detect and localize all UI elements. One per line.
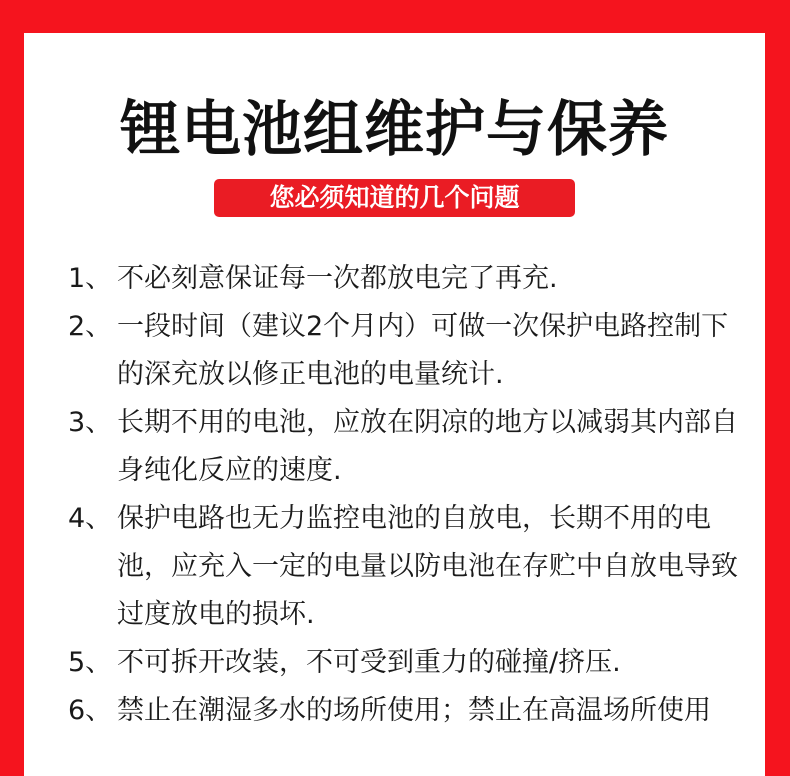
list-item <box>68 639 748 687</box>
list-item-text: 不必刻意保证每一次都放电完了再充. <box>117 263 558 294</box>
list-item <box>68 255 748 303</box>
tips-list <box>68 255 748 735</box>
list-item-number: 1、 <box>68 263 113 294</box>
list-item-text: 禁止在潮湿多水的场所使用；禁止在高温场所使用 <box>117 695 711 726</box>
list-item <box>68 399 748 495</box>
list-item-number: 6、 <box>68 695 113 726</box>
list-item-number: 5、 <box>68 647 113 678</box>
content-card <box>24 33 765 776</box>
list-item-number: 4、 <box>68 503 113 534</box>
subtitle-badge: 您必须知道的几个问题 <box>214 179 575 217</box>
page-title: 锂电池组维护与保养 <box>120 95 669 165</box>
list-item-text: 保护电路也无力监控电池的自放电，长期不用的电池，应充入一定的电量以防电池在存贮中自放电导致过度放电的损坏. <box>117 503 738 630</box>
list-item <box>68 303 748 399</box>
list-item-number: 2、 <box>68 311 113 342</box>
list-item <box>68 687 748 735</box>
list-item-text: 长期不用的电池，应放在阴凉的地方以减弱其内部自身纯化反应的速度. <box>117 407 738 486</box>
list-item-text: 一段时间（建议2个月内）可做一次保护电路控制下的深充放以修正电池的电量统计. <box>117 311 729 390</box>
list-item-number: 3、 <box>68 407 113 438</box>
list-item-text: 不可拆开改装，不可受到重力的碰撞/挤压. <box>117 647 621 678</box>
list-item <box>68 495 748 639</box>
